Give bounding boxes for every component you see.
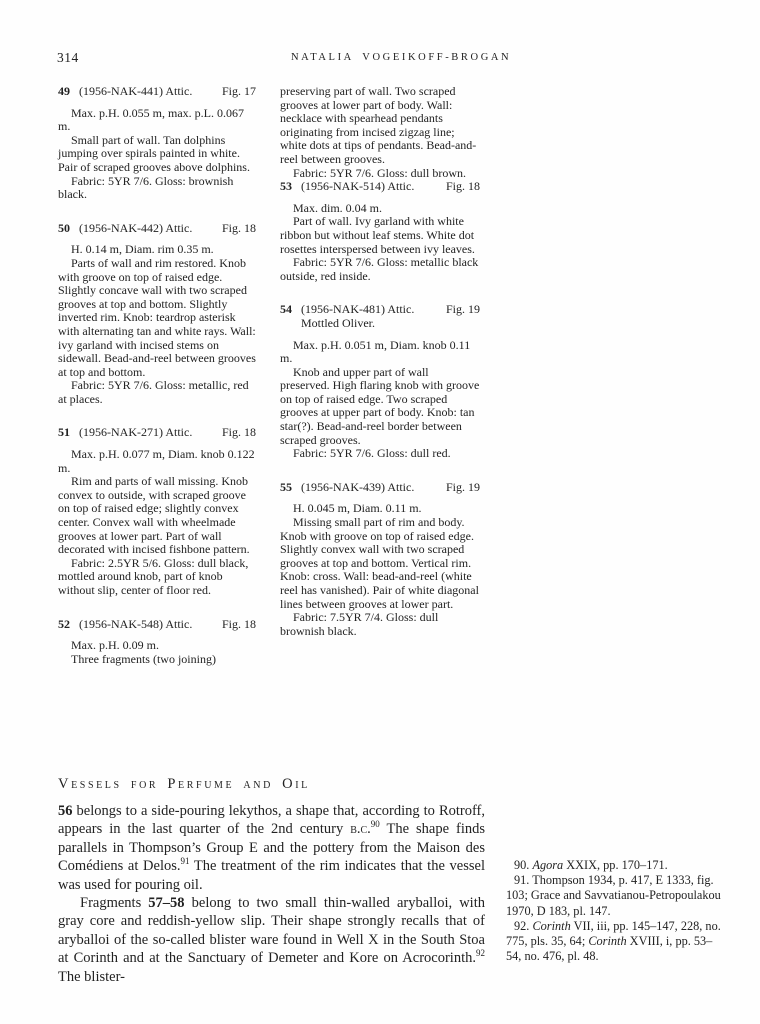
paragraph-text: belongs to a side-pouring lekythos, a shape that, according to Rotroff, appears in the last quarter of the 2nd century [58, 803, 485, 838]
entry-fabric: Fabric: 5YR 7/6. Gloss: metallic black outside, red inside. [280, 255, 479, 283]
entry-id: (1956-NAK-439) Attic. [301, 479, 415, 494]
footnote-label: 92. [514, 918, 533, 933]
entry-description: Rim and parts of wall missing. Knob convex to outside, with scraped groove on top of raised edge; slightly convex center. Convex wall with wheelmade grooves at lower part. Part of wall decorated with incised fishbone pattern. [58, 474, 250, 557]
entry-description: Parts of wall and rim restored. Knob with groove on top of raised edge. Slightly concave wall with two scraped grooves at top and bottom. Slightly inverted rim. Knob: teardrop asterisk with alternating tan and white rays. Wall: ivy garland with incised stems on sidewall. Bead-and-reel between grooves at top and bottom. [58, 255, 256, 379]
entry-number: 53 [280, 179, 292, 194]
entry-fabric: Fabric: 5YR 7/6. Gloss: metallic, red at places. [58, 378, 249, 406]
figure-reference: Fig. 18 [445, 179, 480, 194]
running-head: NATALIA VOGEIKOFF-BROGAN [291, 52, 512, 63]
entry-heading [58, 222, 256, 236]
catalog-entry-50 [58, 222, 256, 407]
footnote-text: XXIX, pp. 170–171. [563, 858, 668, 872]
entry-description: Part of wall. Ivy garland with white ribbon but without leaf stems. White dot rosettes interspersed between ivy leaves. [280, 214, 475, 256]
italic-title: Corinth [588, 934, 627, 949]
entry-id: (1956-NAK-481) Attic. [301, 302, 415, 317]
entry-fabric: Fabric: 7.5YR 7/4. Gloss: dull brownish black. [280, 610, 439, 638]
entry-dimensions: H. 0.045 m, Diam. 0.11 m. [293, 501, 422, 516]
catalog-entry-53 [280, 180, 480, 283]
entry-fabric: Fabric: 2.5YR 5/6. Gloss: dull black, mottled around knob, part of knob without slip, center of floor red. [58, 555, 249, 597]
entry-number: 49 [58, 84, 70, 98]
entry-id: (1956-NAK-271) Attic. [79, 425, 193, 440]
entry-dimensions: Max. p.H. 0.051 m, Diam. knob 0.11 m. [280, 337, 471, 366]
paragraph-text: The blister- [58, 968, 125, 985]
catalog-entry-55 [280, 481, 480, 639]
figure-reference: Fig. 18 [221, 220, 256, 235]
catalog-entry-54 [280, 303, 480, 461]
entry-dimensions: Max. p.H. 0.055 m, max. p.L. 0.067 m. [58, 105, 244, 134]
entry-heading [280, 180, 480, 194]
entry-description: Three fragments (two joining) [71, 651, 216, 666]
small-caps-bc: b.c. [350, 821, 371, 838]
footnote-label: 90. [514, 858, 533, 872]
catalog-entry-52-continuation [280, 85, 480, 180]
section-heading: Vessels for Perfume and Oil [58, 776, 310, 792]
entry-number: 55 [280, 479, 292, 494]
entry-dimensions: H. 0.14 m, Diam. rim 0.35 m. [71, 242, 214, 257]
footnotes-block [506, 858, 724, 964]
paragraph-text: Fragments [80, 895, 149, 912]
catalog-column-right [280, 85, 480, 658]
catalog-number-ref: 56 [58, 803, 73, 819]
footnote-text: VII, iii, pp. 145–147, 228, no. 775, pls. 35, 64; [506, 918, 721, 949]
footnote-marker-92: 92 [476, 948, 485, 959]
entry-number: 50 [58, 220, 70, 235]
catalog-entry-52 [58, 618, 256, 667]
entry-description: Knob and upper part of wall preserved. High flaring knob with groove on top of raised edge. Two scraped grooves at upper part of body. Knob: tan star(?). Bead-and-reel border between scraped grooves. [280, 364, 480, 447]
figure-reference: Fig. 17 [221, 84, 256, 98]
footnote-text: XVIII, i, pp. 53–54, no. 476, pl. 48. [506, 934, 713, 964]
entry-number: 54 [280, 302, 292, 317]
catalog-entry-51 [58, 426, 256, 597]
entry-fabric: Fabric: 5YR 7/6. Gloss: brownish black. [58, 173, 234, 202]
entry-id: (1956-NAK-441) Attic. [79, 84, 193, 98]
entry-dimensions: Max. p.H. 0.09 m. [71, 638, 159, 653]
entry-heading [58, 85, 256, 99]
catalog-number-ref: 57–58 [148, 895, 185, 912]
figure-reference: Fig. 19 [445, 479, 480, 494]
entry-description: Small part of wall. Tan dolphins jumping over spirals painted in white. Pair of scraped grooves above dolphins. [58, 132, 250, 174]
figure-reference: Fig. 19 [445, 302, 480, 317]
entry-heading [58, 618, 256, 632]
body-paragraph-2 [58, 894, 485, 986]
catalog-column-left [58, 85, 256, 686]
italic-title: Agora [532, 858, 564, 872]
entry-heading [280, 303, 480, 317]
body-paragraph-1 [58, 802, 485, 894]
paragraph-text: The treatment of the rim indicates that the vessel was used for pouring oil. [58, 858, 485, 893]
page-number: 314 [57, 50, 79, 65]
figure-reference: Fig. 18 [221, 425, 256, 440]
italic-title: Corinth [532, 918, 571, 933]
entry-id: (1956-NAK-548) Attic. [79, 616, 193, 631]
footnote-marker-91: 91 [180, 856, 190, 867]
entry-description: Missing small part of rim and body. Knob with groove on top of raised edge. Slightly convex wall with two scraped grooves at top and bottom. Vertical rim. Knob: cross. Wall: bead-and-reel (white reel has vanished). Pair of white diagonal lines between grooves at lower part. [280, 515, 479, 611]
entry-number: 52 [58, 616, 70, 631]
footnote-90 [506, 858, 724, 873]
footnote-91: 91. Thompson 1934, p. 417, E 1333, fig. 103; Grace and Savvatianou-Petropoulakou 1970, D 183, pl. 147. [506, 873, 721, 918]
footnote-marker-90: 90 [370, 819, 380, 830]
entry-dimensions: Max. dim. 0.04 m. [293, 200, 382, 215]
catalog-entry-49 [58, 85, 256, 202]
entry-fabric: Fabric: 5YR 7/6. Gloss: dull red. [293, 446, 451, 461]
entry-subtitle: Mottled Oliver. [301, 315, 375, 330]
entry-description-continued: preserving part of wall. Two scraped grooves at lower part of body. Wall: necklace with spearhead pendants originating from incised zigzag line; white dots at tips of pendants. Bead-and-reel between grooves. [280, 84, 477, 166]
entry-dimensions: Max. p.H. 0.077 m, Diam. knob 0.122 m. [58, 447, 255, 475]
entry-id: (1956-NAK-442) Attic. [79, 220, 193, 235]
paragraph-text: belong to two small thin-walled aryballoi, with gray core and reddish-yellow slip. Their shape strongly recalls that of aryballoi of the so-called blister ware found in Well X in the South Stoa at Corinth and at the Sanctuary of Demeter and Kore on Acrocorinth. [58, 895, 485, 967]
figure-reference: Fig. 18 [221, 616, 256, 631]
entry-number: 51 [58, 425, 70, 440]
section-vessels-for-perfume-and-oil [58, 776, 485, 986]
entry-heading [58, 426, 256, 440]
paragraph-text: The shape finds parallels in Thompson’s Group E and the pottery from the Maison des Comédiens at Delos. [58, 821, 485, 875]
footnote-92 [506, 919, 724, 965]
entry-fabric: Fabric: 5YR 7/6. Gloss: dull brown. [293, 165, 466, 180]
entry-id: (1956-NAK-514) Attic. [301, 179, 415, 194]
entry-heading [280, 481, 480, 495]
